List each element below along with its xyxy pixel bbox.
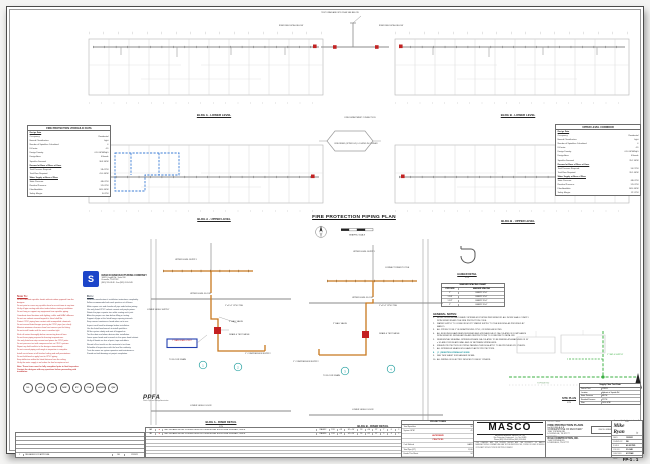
note-item: Rotate the pipe a quarter turn while seating each joint. (87, 311, 134, 314)
note-item: Do not install heads until the area is weather tight. (17, 330, 60, 333)
plan-label-a-lower: BLDG A - LOWER LEVEL (196, 113, 232, 117)
project-data-row: Total Pipe (FT) 1,180 (403, 448, 473, 451)
site-plan-nts: NTS (567, 401, 571, 404)
hydraulic-row: Water Supply at Base of Riser (557, 175, 586, 178)
note-item: Do not substitute sprinkler heads without written approval from the designer. (17, 299, 74, 304)
project-line2: for BLDNG A & B (547, 426, 565, 429)
general-note-item: 3. ALL PIPING TO BE 1" ULFM APPROVED CPVC, OR SIZED AS NOTED. (433, 329, 503, 332)
hydraulic-row: Flow Available: 1010 GPM (29, 188, 109, 191)
plan-label-b-upper: BLDG B - UPPER LEVEL (501, 219, 535, 223)
hydraulic-row: Design Density: 0.10 GPM/SqFt (557, 151, 639, 154)
signature-license-note: Lic. 16 (635, 433, 639, 436)
sheet-number-row (612, 455, 642, 463)
general-note-item: 2. WATER SUPPLY TO COME FROM CITY WATER SUPPLY TO THE BUILDING AS PROVIDED BY MASCO. (433, 323, 525, 328)
titleblock-field-row: DATE 12/20/21 (612, 435, 642, 439)
plan-label-b-lower: BLDG B - LOWER LEVEL (500, 113, 536, 117)
note-item: Make square cuts and chamfer all pipe ends before joining. (87, 305, 138, 308)
sprinkler-legend-row: 64 ◄ 'RA1' RELIABLE MODEL F1RES49 RES49 DRY RESIDENTIAL HORIZONTAL SIDEWALL, WHITE RA0612 155° 4.9 16' x 16' 18 4.4 12' 7 6 2 (146, 428, 402, 433)
cert-badge-icon: IAPMO (96, 383, 106, 393)
general-note-item: 8. ( 1 ) DENOTES HYDRAULIC NODE. (433, 351, 471, 354)
project-data-row: System GPM 41 (403, 430, 473, 433)
note-item: Verify all pipe routing with other trades before starting installation. (17, 308, 74, 311)
revision-table (15, 432, 145, 458)
hanger-hook-icon (455, 245, 479, 271)
riser-note-right: RISER SEE DETAIL BELOW (378, 25, 404, 27)
signature: Mike Ryan (613, 423, 625, 436)
hanger-chart-header: PIPE SIZE HANGER SPACING (442, 288, 504, 292)
hydraulic-row: Safety Margin: 9.6 PSI (29, 192, 109, 195)
titleblock-field-row: DRAWN BY DB (612, 439, 642, 443)
general-note-item: 1. MODIFY EXISTING AUTOMATIC SPRINKLER SYSTEM PER NFPA 13R. ALL WORK SHALL COMPLY WITH NFPA 13R AND THE FIRE PROTECTION CODE. (433, 317, 529, 322)
sheet-number: FP-1 . 1 (622, 457, 639, 463)
riser-a-callout: DRAIN & TEST VALVE (229, 334, 250, 336)
certification-logos (23, 383, 143, 395)
hydraulic-row: Residual Pressure: 52.0 PSI (557, 183, 639, 186)
svg-text:1" TAP & SUPPLY: 1" TAP & SUPPLY (607, 354, 624, 356)
note-item: Verify the water supply is on before the final acceptance test. (17, 362, 70, 365)
hanger-chart-title: HANGER SPACING CHART (442, 284, 504, 288)
project-line1: FIRE PROTECTION PLANS (547, 422, 584, 427)
riser-b-callout: TO FLOOR DRAIN (323, 375, 340, 377)
flow-test-row: Location Hydrant at Topside Rd (580, 391, 640, 395)
note-item: Train the owner on system operation and maintenance. (87, 349, 135, 352)
riser-b-floor-label: UPPER LEVEL FLOOR (352, 297, 374, 299)
fdc-label: FIRE DEPARTMENT CONNECTION (344, 117, 376, 119)
row1-connector-pipe (319, 11, 391, 53)
hanger-detail-nts: NTS (465, 277, 469, 279)
hydraulic-row: Flow Available: 1010 GPM (557, 187, 639, 190)
titleblock-fields (612, 435, 642, 455)
hydraulic-row: Static Pressure: 68.0 PSI (29, 180, 109, 183)
note-item: Do not use solvent cement beyond its listed shelf life. (17, 317, 63, 320)
note-item: Do not field bend or apply heat to CPVC piping. (17, 355, 58, 358)
riser-b-callout: UPPER LEVEL SUPPLY (353, 251, 375, 253)
note-item: Schedule all inspections with the local fire authority. (87, 346, 132, 349)
project-line4: 1130 TOPSIDE RD (547, 430, 566, 433)
hydraulic-row: Static Pressure: 68.0 PSI (557, 179, 639, 182)
riser-a-callout: 1"x1"x1" CPVC TEE (225, 305, 243, 307)
riser-b-callout: 1" COMPRESSION SUPPLY (293, 361, 319, 363)
note-item: Report any field conflicts to the designer immediately. (17, 346, 63, 349)
svg-text:2: 2 (237, 365, 239, 370)
top-note: TEST DRAIN AND SITE PLAN SEE BELOW (321, 12, 359, 14)
cert-badge-icon: UL (23, 383, 33, 393)
hydraulic-row: Hazard Classification: Light (29, 140, 109, 143)
flow-test-title: Supply Flow Test Data (580, 384, 640, 388)
note-item: Follow recommended safe work practices at all times. (87, 302, 133, 305)
plan-bldg-b-lower (387, 25, 637, 111)
note-item: Flush all mains thoroughly before connecting branch lines. (17, 333, 67, 336)
hydraulic-table-left (27, 125, 111, 197)
hydraulic-table-left-title: FIRE PROTECTION HYDRAULIC DATA (28, 126, 110, 131)
riser-b-callout: DRAIN & TEST VALVE (379, 333, 400, 335)
note-item: Keep deflectors within the listed distance from the ceiling. (17, 358, 67, 361)
note-item: Fill the system slowly and vent all trapped air. (87, 330, 126, 333)
customer-line3: LOUISVILLE, TN 37777 (547, 442, 569, 445)
customer-line1: RULE CONSTRUCTION, INC. (547, 438, 579, 441)
flow-test-row: Flow 1010 GPM (581, 402, 611, 405)
project-data-row: PRACTICES (402, 439, 474, 444)
project-data-row: Heads This Sheet 94 (403, 453, 473, 456)
note-item: Install escutcheons at all finished ceiling and wall penetrations. (17, 352, 71, 355)
hydraulic-row: Total Pressure Required: 54.2 PSI (557, 167, 639, 170)
svg-text:1: 1 (202, 363, 204, 368)
project-line5: LOUISVILLE, TN 37777 (547, 432, 570, 435)
note-item: Coordinate head locations with lighting, soffits and HVAC diffusers. (17, 314, 75, 317)
titleblock-field-row: CHECKED M. RYAN (612, 451, 642, 455)
hanger-chart-row: 2" EVERY 15'-0" (442, 303, 504, 306)
note-item: Read the manufacturer's installation instructions completely. (87, 299, 139, 302)
riser-a-callout: TO FLOOR DRAIN (169, 359, 186, 361)
note-item: Keep cement containers closed when not in use. (87, 321, 129, 324)
masco-disclaimer: THIS DRAWING AND THE DESIGN SHOWN ARE THE PROPERTY OF MASCO MANUFACTURING COMPANY AND MAY NOT BE REPRODUCED, COPIED OR USED IN WHOLE OR IN PART WITHOUT PRIOR WRITTEN CONSENT. (474, 441, 546, 450)
masco-sub2: Fire Protection Contractors · Lic. No. 62489 (493, 436, 527, 439)
company-addr1: 10825 Cogdill Rd., Suite 200 (101, 276, 126, 279)
note-item: Maintain minimum clearance from heat sources per the listing. (17, 327, 71, 330)
riser-b-callout: CONNECT RISER TO TEE (385, 267, 410, 269)
hanger-chart-row: 1 1/2" EVERY 15'-0" (442, 299, 504, 303)
titleblock-masco-cell (473, 420, 547, 458)
cert-badge-icon: CSA (84, 383, 94, 393)
hanger-chart-rows (442, 292, 504, 307)
hydraulic-row: Design Data (557, 131, 570, 134)
fdc-connector-shape (319, 121, 381, 163)
hydraulic-row: Total Flow Required: 41.0 GPM (29, 172, 109, 175)
project-data-row: Calc Method HASS (403, 443, 473, 446)
titleblock-right-cell (611, 420, 643, 463)
flow-test-table (579, 383, 641, 405)
project-data-rows (402, 425, 474, 457)
riser-a-callout: 2" BALL VALVE (229, 321, 243, 323)
general-note-item: 5. RESIDENTIAL SIDEWALL SPRINKLERS ARE CALCULATED TO BE SPACED AT A MAXIMUM OF 16' x 16' AND 8' FROM ANY WALL AND 16' BETWEEN SPRINKLERS. (433, 338, 529, 344)
sheet-main-title: FIRE PROTECTION PIPING PLAN (312, 215, 396, 220)
note-item: Record all test results on the contractor's test form. (87, 343, 131, 346)
flow-test-row: Residual Pressure 52 PSI (580, 398, 640, 402)
project-line3: CORNERSTONE OF RECOVERY (547, 428, 583, 431)
plan-bldg-a-upper (81, 129, 331, 219)
riser-marker (313, 45, 317, 49)
hanger-chart-row: 1 1/4" EVERY 12'-0" (442, 296, 504, 300)
riser-marker (399, 45, 403, 49)
riser-a-callout: UPPER LEVEL SUPPLY (175, 259, 197, 261)
customer-line2: 1146 TOPSIDE RD (547, 440, 565, 443)
masco-sub3: Phone (865) 555-0148 Fax (865) 555-0149 (493, 439, 527, 442)
notes-left-title: Note To: (17, 295, 28, 298)
north-compass-icon (313, 224, 329, 240)
hydraulic-row: Residual Pressure: 52.0 PSI (29, 184, 109, 187)
hydraulic-row: Design Density: 0.10 GPM/SqFt (29, 152, 109, 155)
note-item: Allow the proper cure time before filling or testing. (87, 315, 130, 318)
ppfa-logo: PPFA Plastic Pipe and Fittings Association (143, 395, 169, 402)
notes-right-title: Do's: (87, 295, 94, 298)
hanger-detail-label: HANGER DETAIL (457, 273, 477, 276)
hydraulic-row: K-Factor: 4.9 (29, 148, 109, 151)
company-block (83, 271, 147, 287)
svg-text:TOPSIDE RD: TOPSIDE RD (537, 382, 550, 385)
hydraulic-table-right-title: UPPER LEVEL CORRIDOR (556, 125, 640, 130)
note-item: Do not exceed listed hanger spacing for CPVC pipe (see chart). (17, 324, 72, 327)
riser-b-callout: 1"x1"x1" CPVC TEE (379, 305, 397, 307)
svg-text:4: 4 (390, 367, 392, 372)
check-grade-stamp: CHECK & GRADE (591, 426, 619, 434)
general-note-item: 10. ALL WIRING OF ELECTRIC DEVICES TO BE BY OTHERS. (433, 358, 491, 361)
riser-marker (333, 45, 337, 49)
note-item: Use the listed head wrench to install sprinklers. (87, 327, 128, 330)
riser-marker (311, 175, 315, 179)
hydraulic-table-right-rows (556, 130, 640, 195)
flow-test-row: Date of Test 12/8/21 (580, 388, 640, 392)
company-name: MASCO MANUFACTURING COMPANY (101, 273, 147, 277)
hydraulic-row: Number of Sprinklers Calculated: 4 (557, 143, 639, 146)
graphic-scale-bar (337, 226, 385, 238)
cert-badge-icon: ICC (72, 383, 82, 393)
svg-text:GRAPHIC SCALE: GRAPHIC SCALE (348, 234, 366, 237)
hydraulic-row: Total Pressure Required: 58.4 PSI (29, 168, 109, 171)
note-item: Do not paint or cover any sprinkler head or escutcheon at any time. (17, 304, 75, 307)
hanger-chart-row: 1" EVERY 12'-0" (442, 292, 504, 296)
riser-marker (375, 45, 379, 49)
note-item: Verify all heads are free of paint, tape and debris. (87, 340, 130, 343)
riser-note-left: RISER SEE DETAIL BELOW (278, 25, 304, 27)
general-note-item: 6. FREEZE PROTECTION OF PIPING PASSING THROUGH ATTIC TO BE PROVIDED BY OTHERS. (433, 344, 526, 347)
hydraulic-row: Safety Margin: 12.1 PSI (557, 191, 639, 194)
riser-a-floor-label: UPPER LEVEL FLOOR (190, 293, 212, 295)
general-note-item: 9. SEE THIS SHEET FOR HANGER DETAIL. (433, 355, 476, 358)
masco-logo-text: MASCO (477, 422, 543, 435)
license-line: Tennessee Sprinkler Contractor License No. 62489 (613, 421, 641, 424)
flow-test-rows (580, 388, 640, 405)
revision-row: 1 RELEASED FOR APPROVAL DB 12/20/21 (16, 453, 144, 456)
cert-badge-icon: NSF (60, 383, 70, 393)
flow-test-row: Static Pressure 68 PSI (580, 395, 640, 399)
hanger-spacing-chart (441, 283, 505, 307)
sprinkler-legend-row: 30 ◄ 'RA2' RELIABLE MODEL F1RES49 RES49 DRY RESIDENTIAL HORIZONTAL SIDEWALL, WHITE RA0616 155° 4.9 14' x 14' 16 4.1 12' 5 4 2 (146, 433, 402, 438)
hydraulic-row: Sprinkler Demand: 36.8 GPM (29, 160, 109, 163)
hydraulic-row: Demand at Base of Riser w/ Hose (29, 164, 62, 167)
riser-b-floor-label: LOWER LEVEL FLOOR (352, 409, 374, 411)
hydraulic-row: Water Supply at Base of Riser (29, 176, 58, 179)
titleblock-field-row: JOB NO. 21-0348 (612, 447, 642, 451)
fire-riser-label: FIRE RISER (UPPER LVL) LOCATED IN CORNER (334, 143, 378, 145)
note-item: Provide as-built drawings at project completion. (87, 353, 128, 356)
site-plan-label: SITE PLAN (561, 397, 577, 400)
hydraulic-row: Design Area: 4 Heads (29, 156, 109, 159)
project-name-label: PROJECT NAME: (547, 421, 561, 423)
hydraulic-row: Occupancy: Residential (29, 136, 109, 139)
hydraulic-row: Demand at Base of Riser w/ Hose (557, 163, 590, 166)
notes-left-list (17, 299, 81, 365)
hydraulic-row: Total Flow Required: 39.5 GPM (557, 171, 639, 174)
hydraulic-row: Hazard Classification: Light (557, 139, 639, 142)
sprinkler-legend-table (145, 427, 403, 458)
riser-b-callout: 2" BALL VALVE (333, 323, 347, 325)
note-item: Do not hang or support any equipment from sprinkler piping. (17, 311, 69, 314)
note-item: Use only listed one-step cement and primer for CPVC joints. (17, 339, 69, 342)
note-item: Leave spare heads and a wrench in the spare head cabinet. (87, 337, 139, 340)
project-data-row: ANTIFREEZE (402, 434, 474, 439)
hydraulic-row: Design Area: 4 Heads (557, 155, 639, 158)
notes-right-list (87, 299, 153, 356)
hydraulic-row: K-Factor: 4.9 (557, 147, 639, 150)
general-note-item: 4. ALL BUILDINGS HAVE BEEN DESIGNED AND HYDRAULICALLY CALCULATED IN COMPLIANCE WITH NFPA 13R. INSTALLATION AND RESTRICTIONS TO CONFORM TO NFPA 13R. (433, 332, 527, 338)
hydraulic-table-right (555, 124, 641, 196)
plan-bldg-a-lower (81, 25, 331, 111)
plan-label-a-upper: BLDG A - UPPER LEVEL (197, 217, 231, 221)
riser-a-floor-label: LOWER LEVEL FLOOR (190, 405, 212, 407)
notes-column-left (17, 295, 81, 374)
riser-b-valve (362, 331, 369, 338)
legend-empty-row (146, 454, 402, 456)
titleblock-field-row: SCALE AS NOTED (612, 443, 642, 447)
highlighted-piping-blue (115, 153, 179, 191)
riser-a-highlight-text: 1" MAIN DRAIN & TEST (172, 339, 192, 342)
project-data-title: PROJECT DATA (402, 421, 474, 425)
cert-badge-icon: FM (47, 383, 57, 393)
note-item: Do not leave piping exposed to freezing temperatures. (17, 336, 64, 339)
note-item: Support all pipe at the listed hanger spacing intervals. (87, 318, 133, 321)
hydraulic-row: Occupancy: Residential (557, 135, 639, 138)
hydraulic-row: Design Data (29, 132, 42, 135)
note-item: Do not conceal piping until rough-in inspection is complete. (17, 349, 68, 352)
project-data-table (401, 420, 475, 458)
note-item: Do not pressure test with compressed air on CPVC systems. (17, 343, 70, 346)
note-item: Protect CPVC piping from contact with incompatible chemicals. (17, 320, 72, 323)
masco-sub1: Mechanical Automatic Sprinkler Co., Inc. (494, 434, 526, 437)
riser-a-callout: LOWER LEVEL SUPPLY (147, 309, 170, 311)
project-data-row: Total Sprinklers 94 (403, 425, 473, 428)
note-item: Inspect each head for damage before installation. (87, 324, 130, 327)
general-note-item: 7. ALL SPRINKLER HEADS WILL HAVE PLASTIC PROTECTORS. (433, 348, 495, 351)
customer-label: CUSTOMER: (547, 437, 558, 439)
company-phone: (865) 555-0148 · Fax (865) 555-0149 (101, 281, 133, 284)
cert-badge-icon: QAI (108, 383, 118, 393)
general-notes-title: GENERAL NOTES: (433, 313, 457, 316)
riser-marker (401, 175, 405, 179)
sheet-label: SHEET (613, 459, 619, 461)
riser-details-area (141, 239, 453, 435)
svg-text:3: 3 (344, 369, 346, 374)
drawing-sheet (6, 6, 644, 463)
note-item: Test the drain and alarm devices after installation. (87, 334, 130, 337)
hydraulic-row: Sprinkler Demand: 35.2 GPM (557, 159, 639, 162)
riser-a-valve (214, 327, 221, 334)
cert-badge-icon: cUL (35, 383, 45, 393)
notes-left-footer: Note: These items must be fully completed prior to final inspection. Contact the designer with any questions before proceeding with installation. (17, 366, 80, 374)
sprinkler-legend-rows (146, 428, 402, 437)
note-item: Use only listed CPVC solvent cement and purple primer. (87, 308, 136, 311)
company-logo: S (83, 271, 99, 287)
hydraulic-table-left-rows (28, 131, 110, 196)
notes-column-right (87, 295, 153, 356)
riser-a-detail-label: BLDG A - RISER DETAIL (205, 421, 237, 424)
hydraulic-row: Number of Sprinklers Calculated: 4 (29, 144, 109, 147)
company-addr2: Knoxville, TN 37932 (101, 279, 119, 282)
riser-a-callout: 1" COMPRESSION SUPPLY (245, 353, 271, 355)
